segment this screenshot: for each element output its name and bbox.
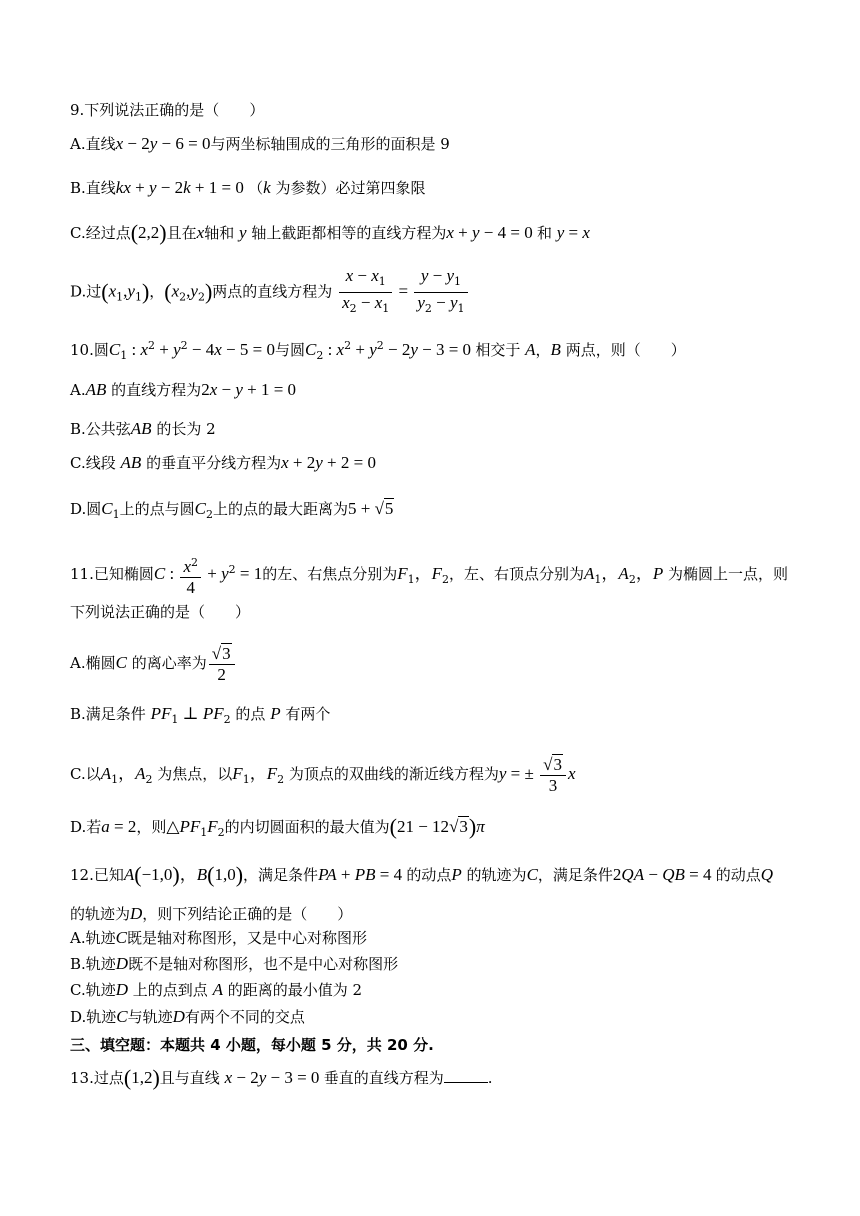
q11-option-a: A.椭圆C 的离心率为 $\frac{√3}{2}$ — [70, 640, 237, 686]
q10-option-a: A.AB 的直线方程为2x − y + 1 = 0 — [70, 380, 297, 399]
q12-stem: 12.已知A(−1,0)，B(1,0)，满足条件PA + PB = 4 的动点P 的轨迹为C，满足条件2QA − QB = 4 的动点Q — [70, 862, 773, 887]
answer-blank — [444, 1068, 488, 1083]
q12-option-b: B.轨迹D既不是轴对称图形，也不是中心对称图形 — [70, 954, 399, 973]
q12-option-c: C.轨迹D 上的点到点 A 的距离的最小值为 2 — [70, 980, 363, 999]
q13-stem: 13.过点(1,2)且与直线 x − 2y − 3 = 0 垂直的直线方程为 . — [70, 1065, 493, 1090]
q10-option-d: D.圆$C_1$上的点与圆$C_2$上的点的最大距离为5 + √5 — [70, 499, 394, 521]
q12-option-a: A.轨迹C既是轴对称图形，又是中心对称图形 — [70, 928, 367, 947]
q10-stem: 10.圆$C_1$ : $x^2 + y^2 - 4x - 5 = 0$与圆$C_2$ : $x^2 + y^2 - 2y - 3 = 0$ 相交于 A，B 两点，则（ ） — [70, 339, 686, 362]
q9-stem: 9.下列说法正确的是（ ） — [70, 101, 265, 119]
q10-option-b: B.公共弦AB 的长为 2 — [70, 419, 216, 438]
q11-option-d: D.若a = 2，则$\triangle PF_1F_2$的内切圆面积的最大值为(21 − 12√3)π — [70, 814, 485, 839]
q9-option-c: C.经过点(2,2)且在x轴和 y 轴上截距都相等的直线方程为x + y − 4 = 0 和 y = x — [70, 220, 590, 245]
section-title-fill-in: 三、填空题：本题共 4 小题，每小题 5 分，共 20 分. — [70, 1036, 434, 1054]
q10-option-c: C.线段 AB 的垂直平分线方程为x + 2y + 2 = 0 — [70, 453, 376, 472]
q11-option-b: B.满足条件 $PF_1$ ⊥ $PF_2$ 的点 P 有两个 — [70, 704, 331, 726]
q9-option-a: A.直线x − 2y − 6 = 0与两坐标轴围成的三角形的面积是 9 — [70, 134, 450, 153]
q12-stem-line2: 的轨迹为D，则下列结论正确的是（ ） — [70, 904, 353, 923]
q11-option-c: C.以$A_1$，$A_2$ 为焦点，以$F_1$，$F_2$ 为顶点的双曲线的渐近线方程为y = ± $\frac{√3}{3}$ x — [70, 754, 576, 795]
q12-option-d: D.轨迹C与轨迹D有两个不同的交点 — [70, 1007, 305, 1026]
q9-option-d: D.过$(x_1,y_1)$，$(x_2,y_2)$两点的直线方程为 $\frac{x - x_1}{x_2 - x_1}$ = $\frac{y - y_1}{y_2 - y_1}$ — [70, 266, 470, 321]
q11-stem: 11.已知椭圆C : $\frac{x^2}{4}$ + $y^2 = 1$的左、右焦点分别为$F_1$，$F_2$，左、右顶点分别为$A_1$，$A_2$，P 为椭圆上一点，则 — [70, 547, 788, 603]
q11-stem-line2: 下列说法正确的是（ ） — [70, 603, 251, 621]
q9-option-b: B.直线kx + y − 2k + 1 = 0 （k 为参数）必过第四象限 — [70, 178, 426, 197]
